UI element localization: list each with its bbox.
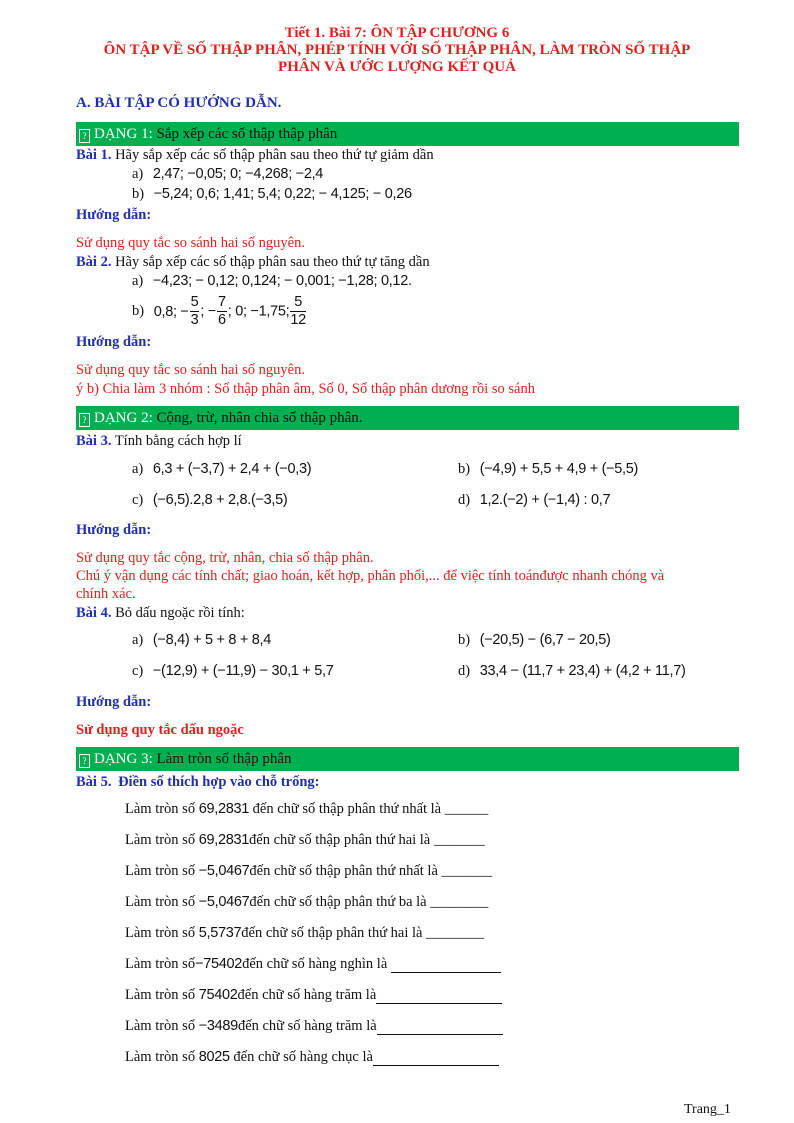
bai4-question (76, 605, 245, 622)
dang3-banner (76, 747, 739, 771)
frac3-den: 12 (290, 312, 306, 328)
bai2-b (132, 294, 307, 329)
bai1-question (76, 147, 434, 164)
item-number: −75402 (195, 956, 243, 972)
item-prefix: Làm tròn số (125, 832, 196, 848)
bai3-question (76, 433, 242, 450)
bai4-c-label: c) (132, 663, 144, 679)
bai4-a-label: a) (132, 632, 144, 648)
answer-blank[interactable] (391, 958, 501, 973)
item-prefix: Làm tròn số (125, 894, 196, 910)
bai1-guide: Hướng dẫn: (76, 207, 152, 223)
bai2-a-label: a) (132, 273, 144, 289)
item-text: đến chữ số hàng nghìn là (242, 956, 388, 972)
bai5-question (76, 774, 319, 791)
bai3-a-label: a) (132, 461, 144, 477)
item-text: đến chữ số hàng chục là (233, 1049, 373, 1065)
item-text: đến chữ số hàng trăm là (237, 987, 377, 1003)
item-number: −5,0467 (198, 894, 250, 910)
item-text: đến chữ số thập phân thứ ba là (249, 894, 427, 910)
bai1-b-expr: −5,24; 0,6; 1,41; 5,4; 0,22; − 4,125; − 0,26 (153, 186, 412, 202)
dang3-title: Làm tròn số thập phân (156, 751, 292, 767)
bai1-hint: Sử dụng quy tắc so sánh hai số nguyên. (76, 235, 305, 251)
bai5-item-4 (125, 894, 488, 911)
fraction-5-12 (290, 294, 306, 329)
page-number: Trang_1 (684, 1102, 731, 1117)
bai3-hint1: Sử dụng quy tắc cộng, trừ, nhân, chia số thập phân. (76, 550, 374, 566)
bai3-b-expr: (−4,9) + 5,5 + 4,9 + (−5,5) (479, 461, 639, 477)
bai1-b (132, 186, 412, 203)
item-number: 69,2831 (198, 801, 250, 817)
bai2-hint1: Sử dụng quy tắc so sánh hai số nguyên. (76, 362, 305, 378)
bai5-item-8 (125, 1018, 503, 1035)
fraction-5-3 (190, 294, 200, 329)
fraction-7-6 (217, 294, 227, 329)
dang1-tag: DẠNG 1: (94, 126, 153, 142)
bai2-text: Hãy sắp xếp các số thập phân sau theo thứ tự tăng dần (115, 254, 430, 270)
dang1-title: Sắp xếp các số thập thập phân (156, 126, 338, 142)
bai4-d-label: d) (458, 663, 471, 679)
frac2-num: 7 (218, 294, 226, 310)
bai4-d (458, 663, 686, 680)
bai3-a (132, 461, 311, 478)
bai2-a-expr: −4,23; − 0,12; 0,124; − 0,001; −1,28; 0,12. (152, 273, 412, 289)
item-number: −5,0467 (198, 863, 250, 879)
dang2-title: Cộng, trừ, nhân chia số thập phân. (156, 410, 363, 426)
item-text: đến chữ số thập phân thứ hai là (241, 925, 423, 941)
bai2-label: Bài 2. (76, 254, 112, 270)
frac1-den: 3 (190, 312, 199, 328)
section-a-heading: A. BÀI TẬP CÓ HƯỚNG DẪN. (76, 95, 282, 111)
frac2-den: 6 (218, 312, 226, 328)
bai1-a-expr: 2,47; −0,05; 0; −4,268; −2,4 (152, 166, 324, 182)
bai5-item-1 (125, 801, 488, 818)
answer-blank[interactable] (377, 1020, 503, 1035)
answer-blank[interactable]: ________ (426, 925, 485, 941)
frac1-num: 5 (190, 294, 199, 310)
bai5-item-3 (125, 863, 492, 880)
bai3-d-expr: 1,2.(−2) + (−1,4) : 0,7 (479, 492, 611, 508)
bai3-b (458, 461, 638, 478)
bai1-label: Bài 1. (76, 147, 112, 163)
bai3-d-label: d) (458, 492, 471, 508)
answer-blank[interactable] (373, 1051, 499, 1066)
item-prefix: Làm tròn số (125, 1018, 196, 1034)
bai2-hint2: ý b) Chia làm 3 nhóm : Số thập phân âm, Số 0, Số thập phân dương rồi so sánh (76, 381, 535, 397)
item-prefix: Làm tròn số (125, 925, 196, 941)
bai3-hint2a: Chú ý vận dụng các tính chất; giao hoán, kết hợp, phân phối,... để việc tính toánđược nhanh chóng và (76, 568, 665, 584)
bai4-label: Bài 4. (76, 605, 112, 621)
bai5-item-2 (125, 832, 485, 849)
bai4-c (132, 663, 333, 680)
header-subtitle-2: PHÂN VÀ ƯỚC LƯỢNG KẾT QUẢ (278, 59, 516, 75)
bai3-a-expr: 6,3 + (−3,7) + 2,4 + (−0,3) (152, 461, 312, 477)
dang1-banner (76, 122, 739, 146)
bai2-b-label: b) (132, 303, 145, 319)
bai3-text: Tính bằng cách hợp lí (114, 433, 242, 449)
item-number: −3489 (198, 1018, 238, 1034)
bai2-question (76, 254, 430, 271)
answer-blank[interactable]: _______ (441, 863, 493, 879)
bai5-item-9 (125, 1049, 499, 1066)
bai4-b (458, 632, 611, 649)
item-number: 5,5737 (198, 925, 242, 941)
checkbox-icon: ? (79, 754, 90, 768)
dang3-tag: DẠNG 3: (94, 751, 153, 767)
bai5-item-6 (125, 956, 501, 973)
bai2-b-part1: 0,8; − (153, 303, 189, 320)
bai3-c (132, 492, 287, 509)
item-prefix: Làm tròn số (125, 1049, 196, 1065)
item-prefix: Làm tròn số (125, 956, 196, 972)
frac3-num: 5 (290, 294, 306, 312)
bai1-a-label: a) (132, 166, 144, 182)
bai4-d-expr: 33,4 − (11,7 + 23,4) + (4,2 + 11,7) (479, 663, 686, 679)
bai4-b-expr: (−20,5) − (6,7 − 20,5) (479, 632, 611, 648)
item-number: 69,2831 (198, 832, 250, 848)
bai2-b-part2: ; − (200, 303, 216, 320)
bai1-text: Hãy sắp xếp các số thập phân sau theo thứ tự giảm dần (115, 147, 434, 163)
answer-blank[interactable]: ______ (444, 801, 489, 817)
bai3-guide: Hướng dẫn: (76, 522, 152, 538)
bai1-a (132, 166, 323, 183)
checkbox-icon: ? (79, 129, 90, 143)
bai1-b-label: b) (132, 186, 145, 202)
item-prefix: Làm tròn số (125, 863, 196, 879)
bai5-text: Điền số thích hợp vào chỗ trống: (118, 774, 320, 790)
bai4-a-expr: (−8,4) + 5 + 8 + 8,4 (152, 632, 272, 648)
bai4-text: Bỏ dấu ngoặc rồi tính: (115, 605, 245, 621)
bai2-a (132, 273, 412, 290)
item-prefix: Làm tròn số (125, 801, 196, 817)
bai3-b-label: b) (458, 461, 471, 477)
item-text: đến chữ số thập phân thứ hai là (249, 832, 431, 848)
bai3-d (458, 492, 610, 509)
header-subtitle-1: ÔN TẬP VỀ SỐ THẬP PHÂN, PHÉP TÍNH VỚI SỐ THẬP PHÂN, LÀM TRÒN SỐ THẬP (103, 42, 691, 58)
bai3-c-expr: (−6,5).2,8 + 2,8.(−3,5) (152, 492, 288, 508)
dang2-tag: DẠNG 2: (94, 410, 153, 426)
bai4-b-label: b) (458, 632, 471, 648)
answer-blank[interactable]: ________ (430, 894, 489, 910)
bai3-label: Bài 3. (76, 433, 112, 449)
answer-blank[interactable]: _______ (433, 832, 485, 848)
bai4-guide: Hướng dẫn: (76, 694, 152, 710)
item-text: đến chữ số thập phân thứ nhất là (252, 801, 442, 817)
bai5-item-7 (125, 987, 502, 1004)
bai4-a (132, 632, 271, 649)
bai5-label: Bài 5. (76, 774, 112, 790)
bai2-guide: Hướng dẫn: (76, 334, 152, 350)
header-title: Tiết 1. Bài 7: ÔN TẬP CHƯƠNG 6 (284, 25, 510, 41)
bai5-item-5 (125, 925, 484, 942)
bai2-b-part3: ; 0; −1,75; (227, 303, 290, 320)
item-text: đến chữ số thập phân thứ nhất là (249, 863, 438, 879)
checkbox-icon: ? (79, 413, 90, 427)
item-text: đến chữ số hàng trăm là (237, 1018, 377, 1034)
bai4-hint: Sử dụng quy tắc dấu ngoặc (76, 722, 244, 738)
item-prefix: Làm tròn số (125, 987, 196, 1003)
item-number: 8025 (198, 1049, 230, 1065)
bai4-c-expr: −(12,9) + (−11,9) − 30,1 + 5,7 (152, 663, 334, 679)
item-number: 75402 (198, 987, 238, 1003)
answer-blank[interactable] (376, 989, 502, 1004)
bai3-c-label: c) (132, 492, 144, 508)
bai3-hint2b: chính xác. (76, 586, 136, 602)
dang2-banner (76, 406, 739, 430)
